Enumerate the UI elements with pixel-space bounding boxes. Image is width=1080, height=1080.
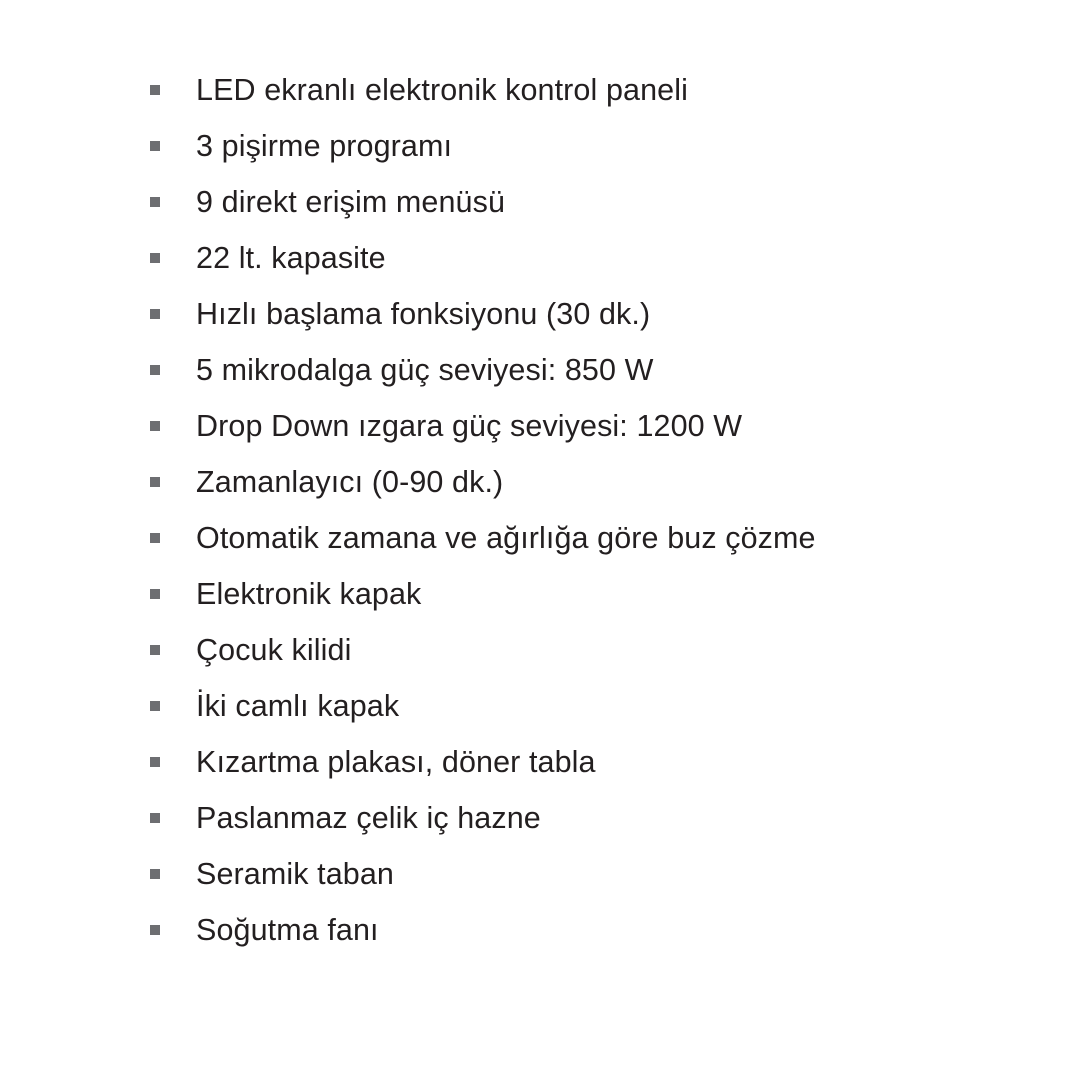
square-bullet-icon — [150, 701, 160, 711]
feature-label: Hızlı başlama fonksiyonu (30 dk.) — [196, 297, 651, 331]
list-item — [150, 174, 1020, 230]
square-bullet-icon — [150, 645, 160, 655]
feature-label: 9 direkt erişim menüsü — [196, 185, 506, 219]
feature-label: Soğutma fanı — [196, 913, 379, 947]
feature-label: Zamanlayıcı (0-90 dk.) — [196, 465, 504, 499]
list-item — [150, 846, 1020, 902]
feature-label: Drop Down ızgara güç seviyesi: 1200 W — [196, 409, 743, 443]
square-bullet-icon — [150, 869, 160, 879]
list-item — [150, 398, 1020, 454]
list-item — [150, 790, 1020, 846]
square-bullet-icon — [150, 85, 160, 95]
square-bullet-icon — [150, 197, 160, 207]
square-bullet-icon — [150, 757, 160, 767]
feature-label: İki camlı kapak — [196, 689, 400, 723]
list-item — [150, 678, 1020, 734]
square-bullet-icon — [150, 309, 160, 319]
feature-label: Seramik taban — [196, 857, 394, 891]
square-bullet-icon — [150, 141, 160, 151]
list-item — [150, 734, 1020, 790]
feature-label: Elektronik kapak — [196, 577, 422, 611]
list-item — [150, 566, 1020, 622]
square-bullet-icon — [150, 421, 160, 431]
feature-label: 3 pişirme programı — [196, 129, 453, 163]
feature-label: Otomatik zamana ve ağırlığa göre buz çözme — [196, 521, 816, 555]
square-bullet-icon — [150, 253, 160, 263]
feature-label: LED ekranlı elektronik kontrol paneli — [196, 73, 688, 107]
square-bullet-icon — [150, 533, 160, 543]
list-item — [150, 342, 1020, 398]
square-bullet-icon — [150, 925, 160, 935]
list-item — [150, 454, 1020, 510]
square-bullet-icon — [150, 589, 160, 599]
square-bullet-icon — [150, 813, 160, 823]
list-item — [150, 118, 1020, 174]
feature-label: Kızartma plakası, döner tabla — [196, 745, 596, 779]
feature-label: Paslanmaz çelik iç hazne — [196, 801, 541, 835]
feature-label: 5 mikrodalga güç seviyesi: 850 W — [196, 353, 654, 387]
square-bullet-icon — [150, 365, 160, 375]
feature-label: Çocuk kilidi — [196, 633, 352, 667]
list-item — [150, 230, 1020, 286]
list-item — [150, 62, 1020, 118]
feature-label: 22 lt. kapasite — [196, 241, 386, 275]
list-item — [150, 286, 1020, 342]
list-item — [150, 510, 1020, 566]
list-item — [150, 622, 1020, 678]
list-item — [150, 902, 1020, 958]
square-bullet-icon — [150, 477, 160, 487]
feature-list — [150, 62, 1020, 958]
